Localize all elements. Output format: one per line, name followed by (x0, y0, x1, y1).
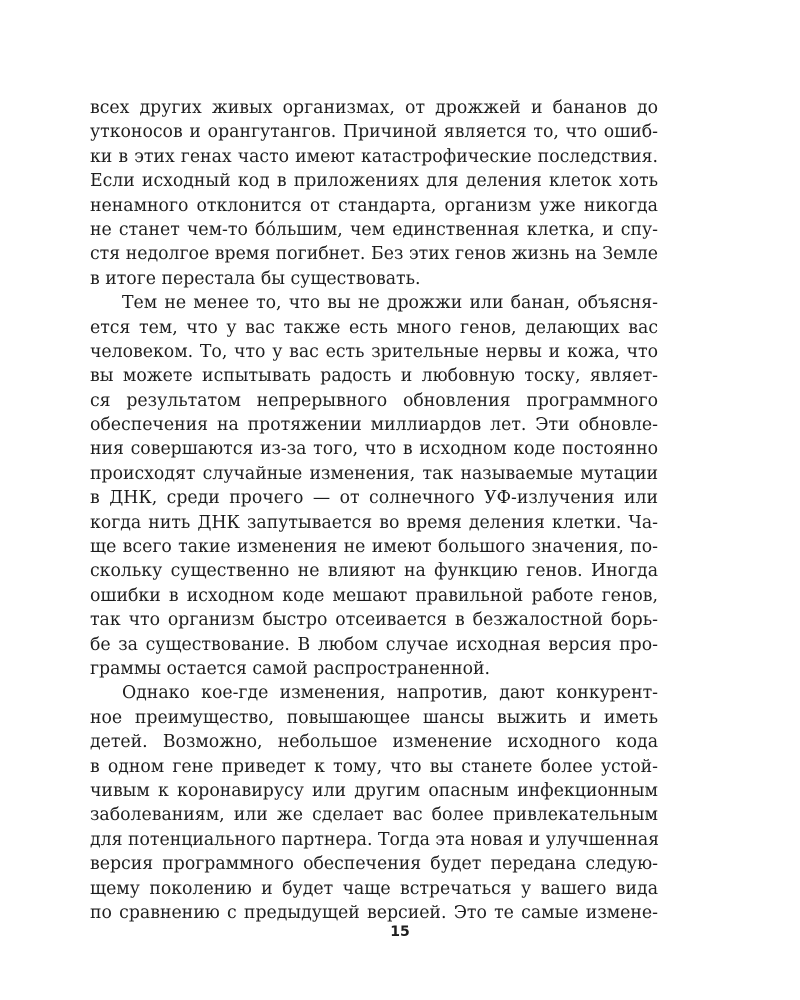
text-line: скольку существенно не влияют на функцию генов. Иногда (90, 561, 658, 582)
text-line: ся результатом непрерывного обновления программного (90, 390, 658, 411)
paragraph-end-line: граммы остается самой распространенной. (90, 658, 491, 679)
text-line: детей. Возможно, небольшое изменение исходного кода (90, 732, 658, 753)
text-line: обеспечения на протяжении миллиардов лет. Эти обновле- (90, 415, 658, 436)
page-number: 15 (390, 924, 410, 940)
text-line: заболеваниям, или же сделает вас более привлекательным (90, 805, 658, 826)
text-line: ще всего такие изменения не имеют большого значения, по- (90, 537, 658, 558)
text-line: так что организм быстро отсеивается в безжалостной борь- (90, 610, 658, 631)
text-line: человеком. То, что у вас есть зрительные нервы и кожа, что (90, 341, 658, 362)
text-line: в ДНК, среди прочего — от солнечного УФ-излучения или (90, 488, 658, 509)
body-text (90, 96, 658, 925)
text-line: ненамного отклонится от стандарта, организм уже никогда (90, 195, 658, 216)
paragraph-start-line: Однако кое-где изменения, напротив, дают конкурент- (122, 683, 658, 704)
text-line: чивым к коронавирусу или другим опасным инфекционным (90, 780, 658, 801)
text-line: по сравнению с предыдущей версией. Это те самые измене- (90, 902, 658, 923)
text-line: бе за существование. В любом случае исходная версия про- (90, 634, 658, 655)
text-line: не станет чем-то бо́льшим, чем единственная клетка, и спу- (90, 219, 658, 240)
paragraph-end-line: в итоге перестала бы существовать. (90, 268, 421, 289)
text-line: происходят случайные изменения, так называемые мутации (90, 463, 658, 484)
text-line: вы можете испытывать радость и любовную тоску, являет- (90, 366, 658, 387)
text-line: версия программного обеспечения будет передана следую- (90, 854, 658, 875)
text-line: ется тем, что у вас также есть много генов, делающих вас (90, 317, 658, 338)
text-line: стя недолгое время погибнет. Без этих генов жизнь на Земле (90, 244, 658, 265)
text-line: когда нить ДНК запутывается во время деления клетки. Ча- (90, 512, 658, 533)
text-line: для потенциального партнера. Тогда эта новая и улучшенная (90, 829, 660, 850)
text-line: щему поколению и будет чаще встречаться у вашего вида (90, 878, 658, 899)
text-line: ошибки в исходном коде мешают правильной работе генов, (90, 585, 658, 606)
paragraph-start-line: Тем не менее то, что вы не дрожжи или банан, объясня- (122, 293, 658, 314)
text-line: утконосов и орангутангов. Причиной является то, что ошиб- (90, 122, 658, 143)
text-line: в одном гене приведет к тому, что вы станете более устой- (90, 756, 658, 777)
text-line: всех других живых организмах, от дрожжей и бананов до (90, 98, 658, 118)
text-line: ки в этих генах часто имеют катастрофические последствия. (90, 146, 658, 167)
text-line: ное преимущество, повышающее шансы выжить и иметь (90, 707, 658, 728)
text-line: Если исходный код в приложениях для деления клеток хоть (90, 171, 658, 192)
text-line: ния совершаются из-за того, что в исходном коде постоянно (90, 439, 658, 460)
